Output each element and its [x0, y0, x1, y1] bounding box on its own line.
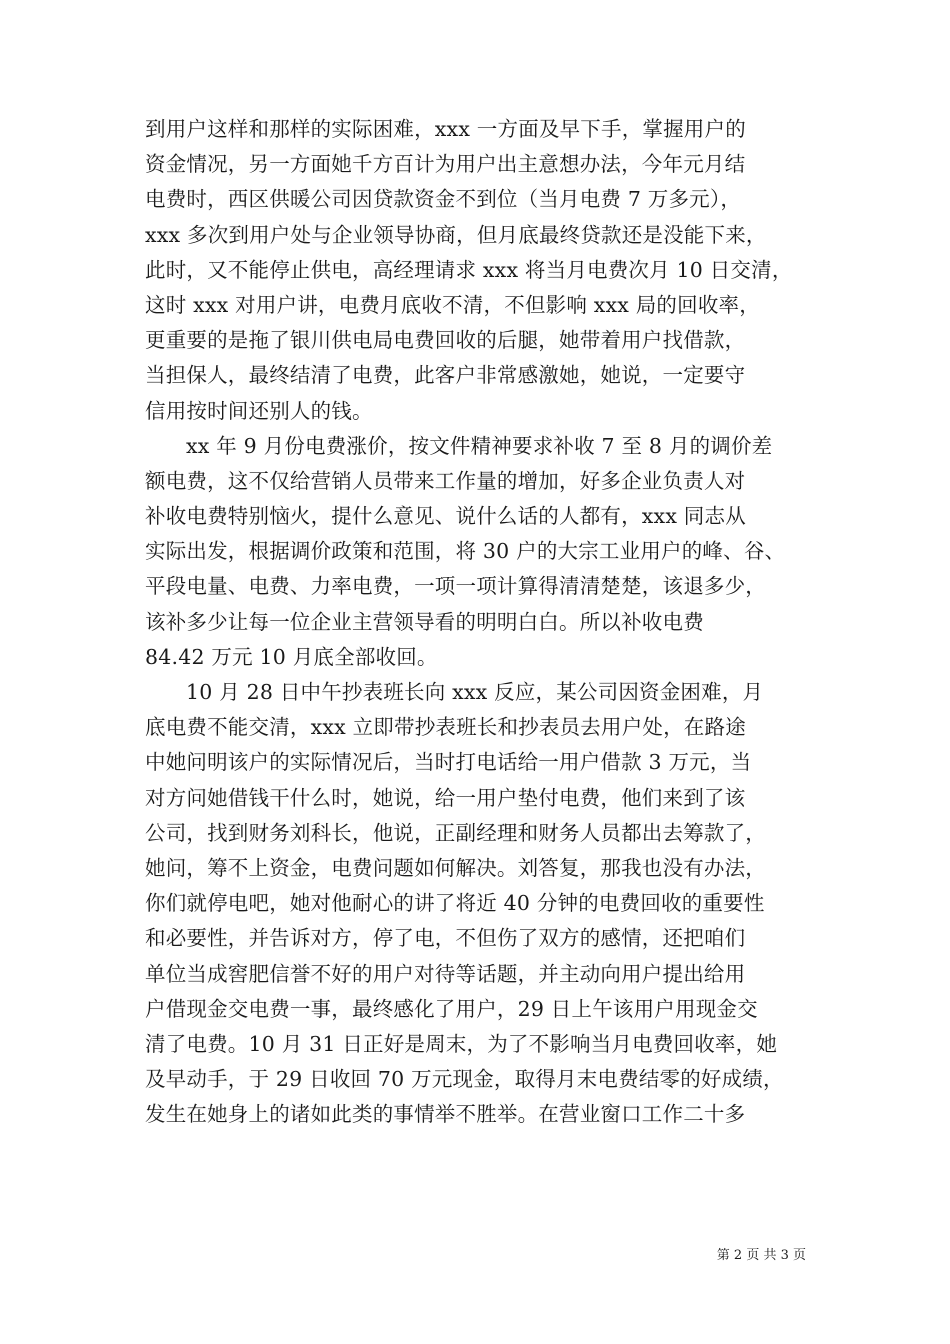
text-line: 这时 xxx 对用户讲，电费月底收不清，不但影响 xxx 局的回收率，: [145, 292, 760, 317]
text-line: 发生在她身上的诸如此类的事情举不胜举。在营业窗口工作二十多: [145, 1102, 746, 1127]
text-line: 中她问明该户的实际情况后，当时打电话给一用户借款 3 万元，当: [145, 750, 752, 775]
paragraph-2: [145, 429, 815, 675]
text-line: 此时，又不能停止供电，高经理请求 xxx 将当月电费次月 10 日交清，: [145, 257, 793, 282]
text-line: 资金情况，另一方面她千方百计为用户出主意想办法，今年元月结: [145, 152, 746, 177]
text-line: 84.42 万元 10 月底全部收回。: [145, 644, 438, 669]
text-line: 她问，筹不上资金，电费问题如何解决。刘答复，那我也没有办法，: [145, 855, 766, 880]
text-line: 平段电量、电费、力率电费，一项一项计算得清清楚楚，该退多少，: [145, 574, 766, 599]
text-line: 及早动手，于 29 日收回 70 万元现金，取得月末电费结零的好成绩，: [145, 1067, 784, 1092]
text-line: 单位当成窖肥信誉不好的用户对待等话题，并主动向用户提出给用: [145, 961, 746, 986]
text-line: 底电费不能交清，xxx 立即带抄表班长和抄表员去用户处，在路途: [145, 715, 746, 740]
text-line: 信用按时间还别人的钱。: [145, 398, 373, 423]
text-line: 公司，找到财务刘科长，他说，正副经理和财务人员都出去筹款了，: [145, 820, 766, 845]
text-line: 更重要的是拖了银川供电局电费回收的后腿，她带着用户找借款，: [145, 328, 746, 353]
body-text: [145, 112, 815, 1132]
text-line: 实际出发，根据调价政策和范围，将 30 户的大宗工业用户的峰、谷、: [145, 539, 786, 564]
text-line: 对方问她借钱干什么时，她说，给一用户垫付电费，他们来到了该: [145, 785, 746, 810]
text-line: 到用户这样和那样的实际困难，xxx 一方面及早下手，掌握用户的: [145, 117, 746, 141]
text-line: xxx 多次到用户处与企业领导协商，但月底最终贷款还是没能下来，: [145, 222, 767, 247]
text-line: 额电费，这不仅给营销人员带来工作量的增加，好多企业负责人对: [145, 468, 746, 493]
text-line: 电费时，西区供暖公司因贷款资金不到位（当月电费 7 万多元），: [145, 187, 742, 212]
text-line: 该补多少让每一位企业主营领导看的明明白白。所以补收电费: [145, 609, 704, 634]
text-line-first: 10 月 28 日中午抄表班长向 xxx 反应，某公司因资金困难，月: [186, 680, 764, 704]
text-line-first: xx 年 9 月份电费涨价，按文件精神要求补收 7 至 8 月的调价差: [186, 433, 773, 458]
text-line: 当担保人，最终结清了电费，此客户非常感激她，她说，一定要守: [145, 363, 746, 388]
paragraph-3: [145, 675, 815, 1132]
text-line: 补收电费特别恼火，提什么意见、说什么话的人都有，xxx 同志从: [145, 504, 746, 529]
text-line: 你们就停电吧，她对他耐心的讲了将近 40 分钟的电费回收的重要性: [145, 891, 765, 916]
text-line: 清了电费。10 月 31 日正好是周末，为了不影响当月电费回收率，她: [145, 1031, 778, 1056]
paragraph-1: [145, 112, 815, 429]
text-line: 户借现金交电费一事，最终感化了用户，29 日上午该用户用现金交: [145, 996, 758, 1021]
text-line: 和必要性，并告诉对方，停了电，不但伤了双方的感情，还把咱们: [145, 926, 746, 951]
page-number-footer: 第 2 页 共 3 页: [716, 1248, 806, 1263]
